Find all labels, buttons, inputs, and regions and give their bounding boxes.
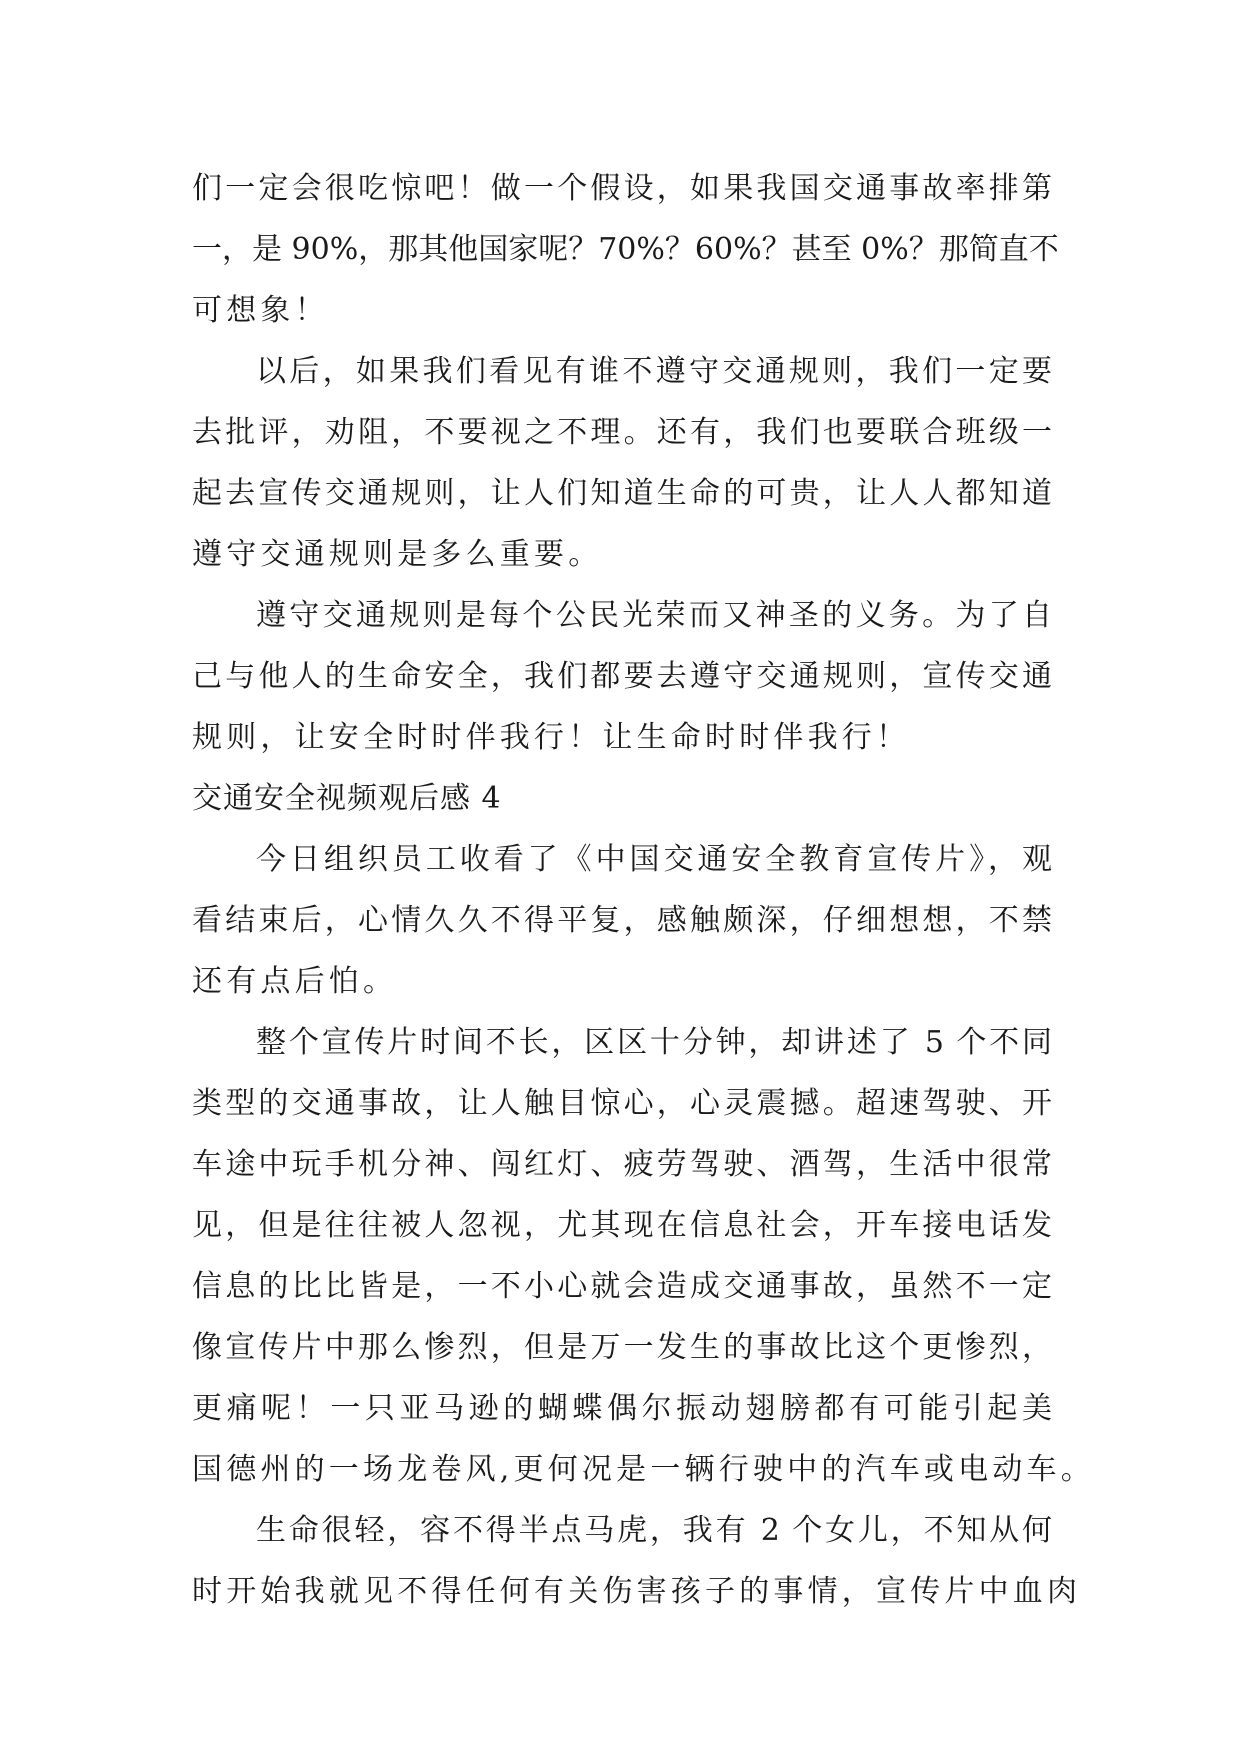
paragraph <box>192 1500 1082 1622</box>
text-line: 更痛呢！一只亚马逊的蝴蝶偶尔振动翅膀都有可能引起美 <box>192 1391 1052 1426</box>
text-line: 去批评，劝阻，不要视之不理。还有，我们也要联合班级一 <box>192 415 1052 450</box>
text-line: 起去宣传交通规则，让人们知道生命的可贵，让人人都知道 <box>192 476 1052 511</box>
text-line: 交通安全视频观后感 4 <box>192 781 502 816</box>
text-line: 规则，让安全时时伴我行！让生命时时伴我行！ <box>192 720 911 755</box>
text-line: 看结束后，心情久久不得平复，感触颇深，仔细想想，不禁 <box>192 903 1052 938</box>
text-line: 见，但是往往被人忽视，尤其现在信息社会，开车接电话发 <box>192 1208 1052 1243</box>
text-line: 时开始我就见不得任何有关伤害孩子的事情，宣传片中血肉 <box>192 1574 1082 1609</box>
text-line: 遵守交通规则是每个公民光荣而又神圣的义务。为了自 <box>256 598 1052 633</box>
text-line: 信息的比比皆是，一不小心就会造成交通事故，虽然不一定 <box>192 1269 1052 1304</box>
text-line: 像宣传片中那么惨烈，但是万一发生的事故比这个更惨烈， <box>192 1330 1052 1365</box>
text-line: 车途中玩手机分神、闯红灯、疲劳驾驶、酒驾，生活中很常 <box>192 1147 1052 1182</box>
text-line: 们一定会很吃惊吧！做一个假设，如果我国交通事故率排第 <box>192 171 1052 206</box>
text-line: 可想象！ <box>192 293 329 328</box>
paragraph <box>192 341 1052 585</box>
paragraph <box>192 829 1052 1012</box>
text-line: 整个宣传片时间不长，区区十分钟，却讲述了 5 个不同 <box>256 1025 1052 1060</box>
paragraph <box>192 1012 1095 1500</box>
text-line: 今日组织员工收看了《中国交通安全教育宣传片》，观 <box>256 842 1052 877</box>
text-line: 生命很轻，容不得半点马虎，我有 2 个女儿，不知从何 <box>256 1513 1052 1548</box>
text-line: 类型的交通事故，让人触目惊心，心灵震撼。超速驾驶、开 <box>192 1086 1052 1121</box>
paragraph <box>192 158 1059 341</box>
text-line: 以后，如果我们看见有谁不遵守交通规则，我们一定要 <box>256 354 1052 389</box>
text-line: 遵守交通规则是多么重要。 <box>192 537 603 572</box>
text-line: 己与他人的生命安全，我们都要去遵守交通规则，宣传交通 <box>192 659 1052 694</box>
text-line: 还有点后怕。 <box>192 964 398 999</box>
document-page <box>192 158 1095 1622</box>
text-line: 一，是 90%，那其他国家呢？70%？60%？甚至 0%？那简直不 <box>192 232 1059 267</box>
section-heading <box>192 768 1052 829</box>
text-line: 国德州的一场龙卷风,更何况是一辆行驶中的汽车或电动车。 <box>192 1452 1095 1487</box>
document-body <box>192 158 1095 1622</box>
paragraph <box>192 585 1052 768</box>
